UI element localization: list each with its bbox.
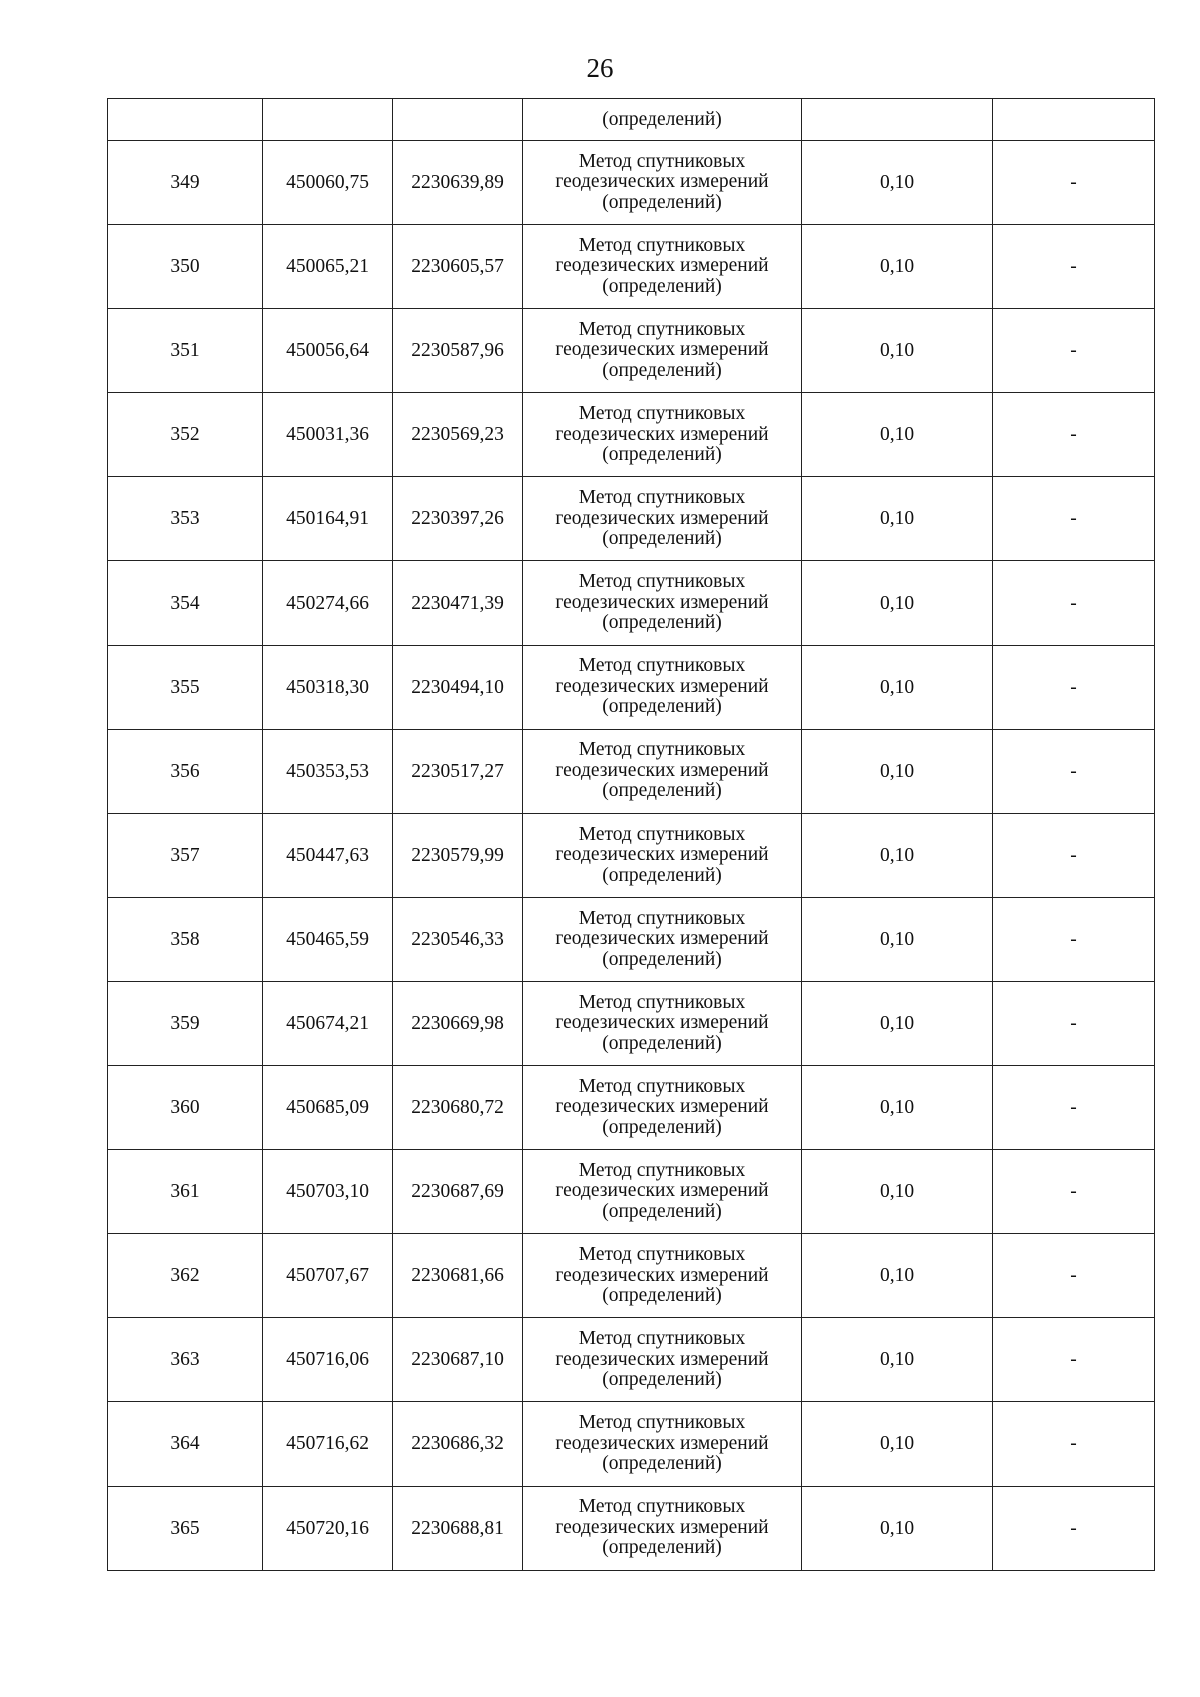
point-number-cell: 352: [108, 393, 263, 477]
method-line: геодезических измерений: [555, 591, 769, 613]
coord-x-cell: 450065,21: [263, 225, 393, 309]
coord-x-cell: 450716,06: [263, 1318, 393, 1402]
method-cell: [523, 897, 802, 981]
method-line: (определений): [602, 444, 722, 466]
accuracy-cell: 0,10: [802, 897, 993, 981]
point-number-cell: 356: [108, 729, 263, 813]
table-row: [108, 561, 1155, 645]
coord-x-cell: 450447,63: [263, 813, 393, 897]
cont-cell-note: [993, 99, 1155, 141]
method-cell: [523, 813, 802, 897]
accuracy-cell: 0,10: [802, 729, 993, 813]
method-cell: [523, 141, 802, 225]
method-line: геодезических измерений: [555, 423, 769, 445]
method-cell: [523, 1486, 802, 1570]
method-line: геодезических измерений: [555, 1180, 769, 1202]
table-row: [108, 1066, 1155, 1150]
method-line: Метод спутниковых: [578, 487, 746, 509]
coord-x-cell: 450703,10: [263, 1150, 393, 1234]
method-line: (определений): [602, 612, 722, 634]
method-line: геодезических измерений: [555, 1432, 769, 1454]
accuracy-cell: 0,10: [802, 981, 993, 1065]
table-row: [108, 141, 1155, 225]
coord-x-cell: 450274,66: [263, 561, 393, 645]
table-row: [108, 981, 1155, 1065]
method-cell: [523, 729, 802, 813]
table-row: [108, 477, 1155, 561]
coord-x-cell: 450674,21: [263, 981, 393, 1065]
accuracy-cell: 0,10: [802, 561, 993, 645]
note-cell: -: [993, 393, 1155, 477]
point-number-cell: 365: [108, 1486, 263, 1570]
note-cell: -: [993, 1150, 1155, 1234]
coord-y-cell: 2230681,66: [393, 1234, 523, 1318]
method-line: геодезических измерений: [555, 844, 769, 866]
point-number-cell: 362: [108, 1234, 263, 1318]
coord-x-cell: 450707,67: [263, 1234, 393, 1318]
method-line: геодезических измерений: [555, 171, 769, 193]
point-number-cell: 350: [108, 225, 263, 309]
coord-x-cell: 450465,59: [263, 897, 393, 981]
table-row: [108, 1402, 1155, 1486]
method-line: Метод спутниковых: [578, 823, 746, 845]
table-body: [108, 99, 1155, 1571]
accuracy-cell: 0,10: [802, 645, 993, 729]
note-cell: -: [993, 309, 1155, 393]
coord-y-cell: 2230680,72: [393, 1066, 523, 1150]
method-line: Метод спутниковых: [578, 403, 746, 425]
method-line: геодезических измерений: [555, 928, 769, 950]
method-line: геодезических измерений: [555, 1264, 769, 1286]
point-number-cell: 364: [108, 1402, 263, 1486]
method-line: (определений): [602, 191, 722, 213]
coord-y-cell: 2230546,33: [393, 897, 523, 981]
table-row: [108, 813, 1155, 897]
note-cell: -: [993, 1066, 1155, 1150]
point-number-cell: 359: [108, 981, 263, 1065]
method-line: Метод спутниковых: [578, 150, 746, 172]
coord-y-cell: 2230517,27: [393, 729, 523, 813]
table-row: [108, 393, 1155, 477]
accuracy-cell: 0,10: [802, 309, 993, 393]
coord-y-cell: 2230605,57: [393, 225, 523, 309]
method-cell: [523, 1402, 802, 1486]
point-number-cell: 363: [108, 1318, 263, 1402]
page-number: 26: [586, 53, 614, 83]
method-cell: [523, 981, 802, 1065]
method-cell: [523, 645, 802, 729]
method-line: Метод спутниковых: [578, 1496, 746, 1518]
point-number-cell: 361: [108, 1150, 263, 1234]
accuracy-cell: 0,10: [802, 1318, 993, 1402]
note-cell: -: [993, 897, 1155, 981]
coord-y-cell: 2230639,89: [393, 141, 523, 225]
table-row: [108, 1150, 1155, 1234]
coord-y-cell: 2230688,81: [393, 1486, 523, 1570]
method-line: Метод спутниковых: [578, 907, 746, 929]
note-cell: -: [993, 1486, 1155, 1570]
coord-x-cell: 450318,30: [263, 645, 393, 729]
method-line: геодезических измерений: [555, 1348, 769, 1370]
accuracy-cell: 0,10: [802, 141, 993, 225]
accuracy-cell: 0,10: [802, 393, 993, 477]
cont-cell-accuracy: [802, 99, 993, 141]
method-cell: [523, 225, 802, 309]
method-cell: [523, 1150, 802, 1234]
table-row: [108, 897, 1155, 981]
method-line: Метод спутниковых: [578, 739, 746, 761]
coord-y-cell: 2230494,10: [393, 645, 523, 729]
method-cell: [523, 1066, 802, 1150]
point-number-cell: 351: [108, 309, 263, 393]
note-cell: -: [993, 1234, 1155, 1318]
coord-y-cell: 2230397,26: [393, 477, 523, 561]
coord-y-cell: 2230687,10: [393, 1318, 523, 1402]
method-line: (определений): [602, 948, 722, 970]
method-line: Метод спутниковых: [578, 1159, 746, 1181]
method-line: геодезических измерений: [555, 339, 769, 361]
method-line: геодезических измерений: [555, 759, 769, 781]
cont-cell-x: [263, 99, 393, 141]
accuracy-cell: 0,10: [802, 1486, 993, 1570]
accuracy-cell: 0,10: [802, 1402, 993, 1486]
table-row: [108, 1234, 1155, 1318]
method-line: Метод спутниковых: [578, 655, 746, 677]
method-line: геодезических измерений: [555, 1096, 769, 1118]
note-cell: -: [993, 645, 1155, 729]
method-line: Метод спутниковых: [578, 991, 746, 1013]
accuracy-cell: 0,10: [802, 477, 993, 561]
cont-cell-method: (определений): [523, 99, 802, 141]
coord-y-cell: 2230669,98: [393, 981, 523, 1065]
note-cell: -: [993, 729, 1155, 813]
note-cell: -: [993, 477, 1155, 561]
note-cell: -: [993, 141, 1155, 225]
method-line: (определений): [602, 1285, 722, 1307]
coord-y-cell: 2230686,32: [393, 1402, 523, 1486]
coord-y-cell: 2230587,96: [393, 309, 523, 393]
coord-x-cell: 450056,64: [263, 309, 393, 393]
table-row: [108, 1486, 1155, 1570]
method-line: (определений): [602, 1369, 722, 1391]
cont-cell-y: [393, 99, 523, 141]
method-cell: [523, 561, 802, 645]
method-line: (определений): [602, 1116, 722, 1138]
method-line: Метод спутниковых: [578, 234, 746, 256]
coord-x-cell: 450685,09: [263, 1066, 393, 1150]
note-cell: -: [993, 813, 1155, 897]
method-line: геодезических измерений: [555, 675, 769, 697]
method-line: (определений): [602, 359, 722, 381]
table-row: [108, 1318, 1155, 1402]
method-line: (определений): [602, 275, 722, 297]
table-row: [108, 225, 1155, 309]
method-line: Метод спутниковых: [578, 571, 746, 593]
point-number-cell: 355: [108, 645, 263, 729]
coord-x-cell: 450031,36: [263, 393, 393, 477]
method-line: Метод спутниковых: [578, 1412, 746, 1434]
method-line: (определений): [602, 864, 722, 886]
accuracy-cell: 0,10: [802, 225, 993, 309]
coord-y-cell: 2230471,39: [393, 561, 523, 645]
method-cell: [523, 393, 802, 477]
method-line: (определений): [602, 1200, 722, 1222]
table-row: [108, 645, 1155, 729]
coord-y-cell: 2230579,99: [393, 813, 523, 897]
note-cell: -: [993, 981, 1155, 1065]
method-cell: [523, 477, 802, 561]
continuation-row: [108, 99, 1155, 141]
method-line: (определений): [602, 780, 722, 802]
coord-x-cell: 450060,75: [263, 141, 393, 225]
method-line: геодезических измерений: [555, 255, 769, 277]
coord-x-cell: 450720,16: [263, 1486, 393, 1570]
cont-cell-num: [108, 99, 263, 141]
method-line: Метод спутниковых: [578, 1075, 746, 1097]
table-row: [108, 729, 1155, 813]
method-line: (определений): [602, 1453, 722, 1475]
method-line: (определений): [602, 696, 722, 718]
accuracy-cell: 0,10: [802, 813, 993, 897]
method-cell: [523, 1234, 802, 1318]
method-cell: [523, 1318, 802, 1402]
coord-x-cell: 450164,91: [263, 477, 393, 561]
coordinates-table: [107, 98, 1155, 1571]
method-line: геодезических измерений: [555, 1012, 769, 1034]
point-number-cell: 360: [108, 1066, 263, 1150]
point-number-cell: 357: [108, 813, 263, 897]
method-line: Метод спутниковых: [578, 318, 746, 340]
method-line: (определений): [602, 528, 722, 550]
method-line: Метод спутниковых: [578, 1244, 746, 1266]
note-cell: -: [993, 1402, 1155, 1486]
method-line: геодезических измерений: [555, 507, 769, 529]
method-line: геодезических измерений: [555, 1516, 769, 1538]
method-line: (определений): [602, 1537, 722, 1559]
table-row: [108, 309, 1155, 393]
method-cell: [523, 309, 802, 393]
point-number-cell: 353: [108, 477, 263, 561]
accuracy-cell: 0,10: [802, 1066, 993, 1150]
method-line: Метод спутниковых: [578, 1328, 746, 1350]
note-cell: -: [993, 561, 1155, 645]
method-line: (определений): [602, 1032, 722, 1054]
coord-y-cell: 2230687,69: [393, 1150, 523, 1234]
point-number-cell: 354: [108, 561, 263, 645]
point-number-cell: 358: [108, 897, 263, 981]
coord-y-cell: 2230569,23: [393, 393, 523, 477]
accuracy-cell: 0,10: [802, 1234, 993, 1318]
point-number-cell: 349: [108, 141, 263, 225]
note-cell: -: [993, 225, 1155, 309]
coord-x-cell: 450353,53: [263, 729, 393, 813]
note-cell: -: [993, 1318, 1155, 1402]
coord-x-cell: 450716,62: [263, 1402, 393, 1486]
accuracy-cell: 0,10: [802, 1150, 993, 1234]
